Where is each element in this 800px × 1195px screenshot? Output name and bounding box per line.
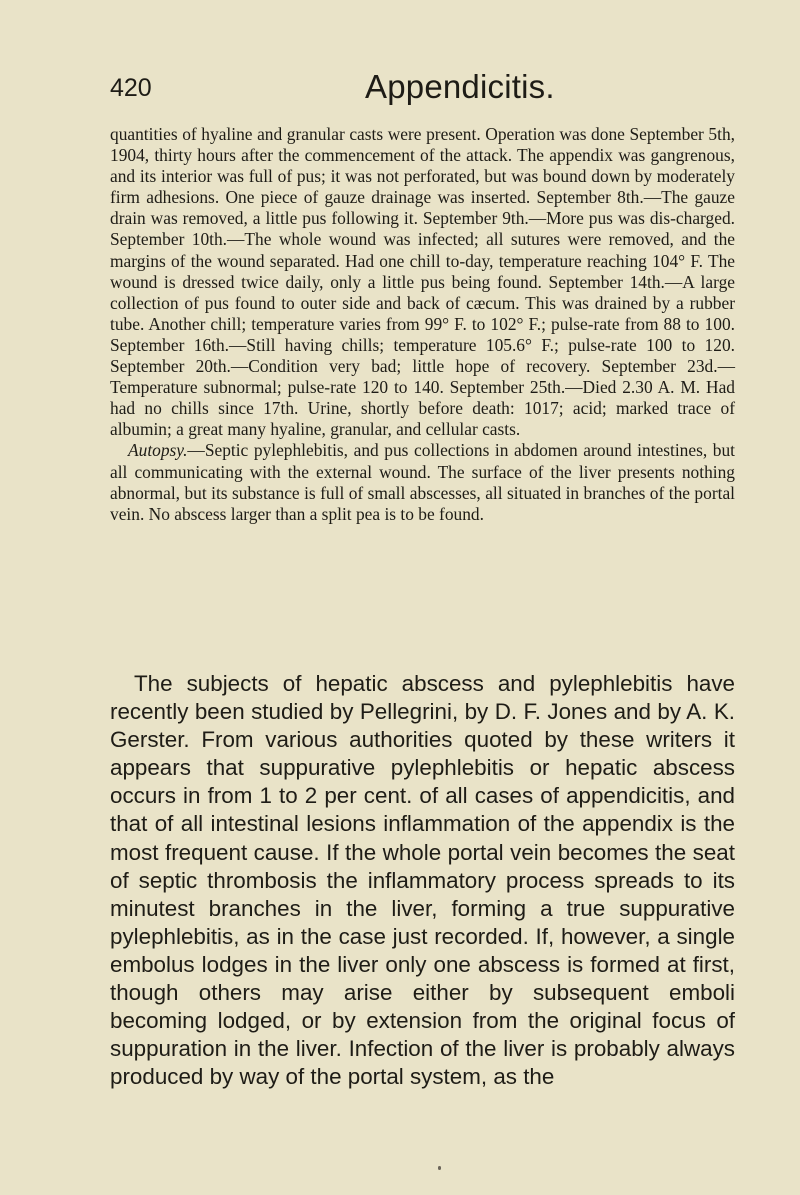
case-report xyxy=(110,124,735,525)
autopsy-paragraph xyxy=(110,440,735,524)
discussion-paragraph: The subjects of hepatic abscess and pylephlebitis have recently been studied by Pellegrini, by D. F. Jones and by A. K. Gerster. From various authorities quoted by these writers it appears that suppurative pylephlebitis or hepatic abscess occurs in from 1 to 2 per cent. of all cases of appendicitis, and that of all intestinal lesions inflammation of the appendix is the most frequent cause. If the whole portal vein becomes the seat of septic thrombosis the inflammatory process spreads to its minutest branches in the liver, forming a true suppurative pylephlebitis, as in the case just recorded. If, however, a single embolus lodges in the liver only one abscess is formed at first, though others may arise either by subsequent emboli becoming lodged, or by extension from the original focus of suppuration in the liver. Infection of the liver is probably always produced by way of the portal system, as the xyxy=(110,671,735,1090)
autopsy-label: Autopsy. xyxy=(128,440,188,461)
paper-speck xyxy=(438,1166,441,1170)
discussion xyxy=(110,670,735,1091)
running-head xyxy=(110,68,740,108)
case-report-paragraph: quantities of hyaline and granular casts were present. Operation was done September 5th, 1904, thirty hours after the commencement of the attack. The appendix was gangrenous, and its interior was full of pus; it was not perforated, but was bound down by moderately firm adhesions. One piece of gauze drainage was inserted. September 8th.—The gauze drain was removed, a little pus following it. September 9th.—More pus was dis-charged. September 10th.—The whole wound was infected; all sutures were removed, and the margins of the wound separated. Had one chill to-day, temperature reaching 104° F. The wound is dressed twice daily, only a little pus being found. September 14th.—A large collection of pus found to outer side and back of cæcum. This was drained by a rubber tube. Another chill; temperature varies from 99° F. to 102° F.; pulse-rate from 88 to 100. September 16th.—Still having chills; temperature 105.6° F.; pulse-rate 100 to 120. September 20th.—Condition very bad; little hope of recovery. September 23d.—Temperature subnormal; pulse-rate 120 to 140. September 25th.—Died 2.30 A. M. Had had no chills since 17th. Urine, shortly before death: 1017; acid; marked trace of albumin; a great many hyaline, granular, and cellular casts. xyxy=(110,124,735,440)
page-number: 420 xyxy=(110,74,152,102)
autopsy-text: —Septic pylephlebitis, and pus collections in abdomen around intestines, but all communicating with the external wound. The surface of the liver presents nothing abnormal, but its substance is full of small abscesses, all situated in branches of the portal vein. No abscess larger than a split pea is to be found. xyxy=(110,440,735,524)
running-title: Appendicitis. xyxy=(365,68,555,105)
